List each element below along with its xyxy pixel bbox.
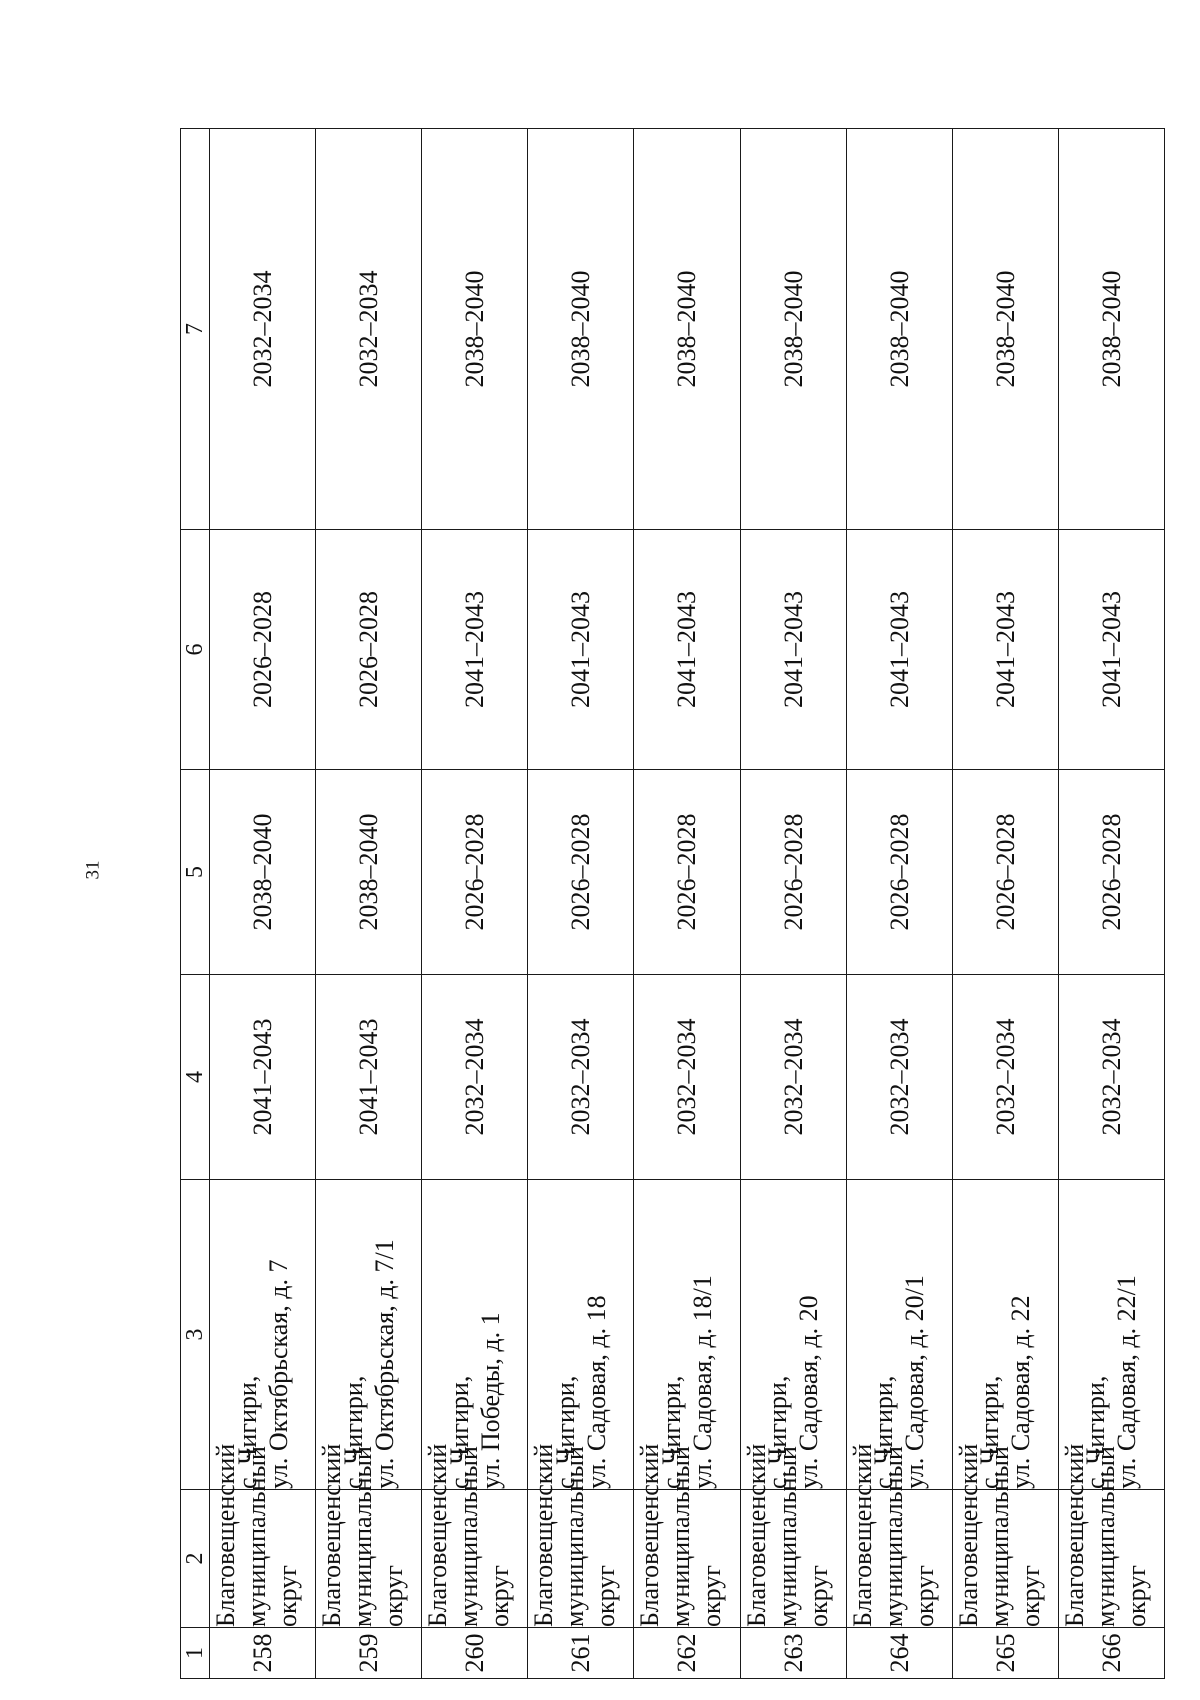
period-cell-col-5: 2026–2028 [1058,770,1164,975]
period-cell-col-4: 2032–2034 [422,975,528,1180]
table-row [952,129,1058,1679]
address-line: с. Чигири, [550,1375,580,1489]
region-line: округ [591,1565,621,1627]
address-cell [634,1180,740,1490]
period-cell-col-4: 2032–2034 [846,975,952,1180]
page-number-text: 31 [82,860,103,880]
region-line: муниципальный [772,1446,802,1627]
address-cell [952,1180,1058,1490]
region-line: Благовещенский [211,1443,240,1627]
row-number-cell: 264 [846,1628,952,1679]
region-line: муниципальный [560,1446,590,1627]
period-cell-col-4: 2032–2034 [634,975,740,1180]
period-cell-col-6: 2041–2043 [422,530,528,770]
region-cell [210,1443,316,1628]
row-number-cell: 265 [952,1628,1058,1679]
region-line: округ [909,1565,939,1627]
region-line: округ [803,1565,833,1627]
period-cell-col-4: 2032–2034 [1058,975,1164,1180]
period-cell-col-5: 2026–2028 [952,770,1058,975]
column-header-3: 3 [181,1180,210,1490]
period-cell-col-5: 2026–2028 [846,770,952,975]
row-number-cell: 263 [740,1628,846,1679]
rotated-table-wrapper [180,129,1165,1679]
region-line: округ [485,1565,515,1627]
table-row [740,129,846,1679]
period-cell-col-6: 2041–2043 [952,530,1058,770]
period-cell-col-6: 2026–2028 [210,530,316,770]
region-line: муниципальный [242,1446,271,1627]
period-cell-col-4: 2041–2043 [316,975,422,1180]
period-cell-col-6: 2041–2043 [1058,530,1164,770]
region-cell [846,1443,952,1628]
column-header-6: 6 [181,530,210,770]
period-cell-col-7: 2038–2040 [528,129,634,530]
region-cell [740,1443,846,1628]
column-header-7: 7 [181,129,210,530]
period-cell-col-7: 2038–2040 [952,129,1058,530]
region-cell [422,1443,528,1628]
table-row [1058,129,1164,1679]
region-cell [316,1443,422,1628]
region-line: Благовещенский [635,1443,665,1627]
address-line: с. Чигири, [338,1375,368,1489]
region-line: Благовещенский [529,1443,559,1627]
column-header-2: 2 [181,1490,210,1628]
period-cell-col-5: 2038–2040 [316,770,422,975]
address-line: с. Чигири, [869,1375,899,1489]
period-cell-col-6: 2026–2028 [316,530,422,770]
table-row [528,129,634,1679]
address-line: ул. Садовая, д. 22 [1006,1295,1036,1489]
period-cell-col-6: 2041–2043 [740,530,846,770]
region-line: округ [1121,1565,1151,1627]
period-cell-col-7: 2038–2040 [634,129,740,530]
address-line: ул. Октябрьская, д. 7 [263,1259,293,1489]
period-cell-col-4: 2032–2034 [740,975,846,1180]
period-cell-col-4: 2032–2034 [528,975,634,1180]
period-cell-col-7: 2038–2040 [740,129,846,530]
row-number-cell: 260 [422,1628,528,1679]
region-line: округ [1015,1565,1045,1627]
region-line: Благовещенский [1059,1443,1089,1627]
table-row [422,129,528,1679]
region-line: муниципальный [984,1446,1014,1627]
period-cell-col-7: 2038–2040 [846,129,952,530]
region-line: Благовещенский [423,1443,453,1627]
period-cell-col-6: 2041–2043 [634,530,740,770]
region-line: муниципальный [454,1446,484,1627]
table-container [180,129,1165,1679]
address-line: ул. Садовая, д. 20 [794,1295,824,1489]
address-line: с. Чигири, [444,1375,474,1489]
period-cell-col-5: 2026–2028 [634,770,740,975]
region-line: муниципальный [1090,1446,1120,1627]
region-cell [634,1443,740,1628]
address-cell [210,1180,316,1490]
address-cell [528,1180,634,1490]
region-line: муниципальный [348,1446,378,1627]
table-row [634,129,740,1679]
column-header-5: 5 [181,770,210,975]
period-cell-col-7: 2038–2040 [1058,129,1164,530]
row-number-cell: 261 [528,1628,634,1679]
address-cell [316,1180,422,1490]
period-cell-col-5: 2026–2028 [740,770,846,975]
row-number-cell: 266 [1058,1628,1164,1679]
row-number-cell: 262 [634,1628,740,1679]
address-line: ул. Садовая, д. 18 [581,1295,611,1489]
region-cell [1058,1443,1164,1628]
region-line: Благовещенский [741,1443,771,1627]
region-line: Благовещенский [953,1443,983,1627]
address-line: ул. Садовая, д. 18/1 [687,1275,717,1489]
region-line: муниципальный [878,1446,908,1627]
address-line: с. Чигири, [1081,1375,1111,1489]
period-cell-col-7: 2032–2034 [210,129,316,530]
table-row [316,129,422,1679]
period-cell-col-4: 2041–2043 [210,975,316,1180]
address-line: с. Чигири, [232,1375,262,1489]
table-row [846,129,952,1679]
period-cell-col-5: 2026–2028 [422,770,528,975]
address-line: ул. Садовая, д. 22/1 [1112,1275,1142,1489]
page-number [83,855,103,885]
address-cell [1058,1180,1164,1490]
region-line: муниципальный [666,1446,696,1627]
row-number-cell: 259 [316,1628,422,1679]
row-number-cell: 258 [210,1628,316,1679]
address-line: с. Чигири, [975,1375,1005,1489]
period-cell-col-5: 2026–2028 [528,770,634,975]
period-cell-col-6: 2041–2043 [846,530,952,770]
address-line: с. Чигири, [763,1375,793,1489]
region-line: округ [697,1565,727,1627]
table-row [210,129,316,1679]
table-body [210,129,1165,1679]
address-line: ул. Октябрьская, д. 7/1 [369,1239,399,1489]
address-cell [846,1180,952,1490]
address-line: с. Чигири, [656,1375,686,1489]
address-line: ул. Садовая, д. 20/1 [900,1275,930,1489]
region-cell [952,1443,1058,1628]
period-cell-col-7: 2038–2040 [422,129,528,530]
schedule-table [180,128,1165,1679]
column-header-4: 4 [181,975,210,1180]
period-cell-col-5: 2038–2040 [210,770,316,975]
period-cell-col-7: 2032–2034 [316,129,422,530]
period-cell-col-4: 2032–2034 [952,975,1058,1180]
period-cell-col-6: 2041–2043 [528,530,634,770]
region-cell [528,1443,634,1628]
header-row [181,129,210,1679]
region-line: Благовещенский [317,1443,347,1627]
address-line: ул. Победы, д. 1 [475,1312,505,1489]
address-cell [740,1180,846,1490]
address-cell [422,1180,528,1490]
column-header-1: 1 [181,1628,210,1679]
region-line: Благовещенский [847,1443,877,1627]
region-line: округ [273,1565,302,1627]
region-line: округ [379,1565,409,1627]
